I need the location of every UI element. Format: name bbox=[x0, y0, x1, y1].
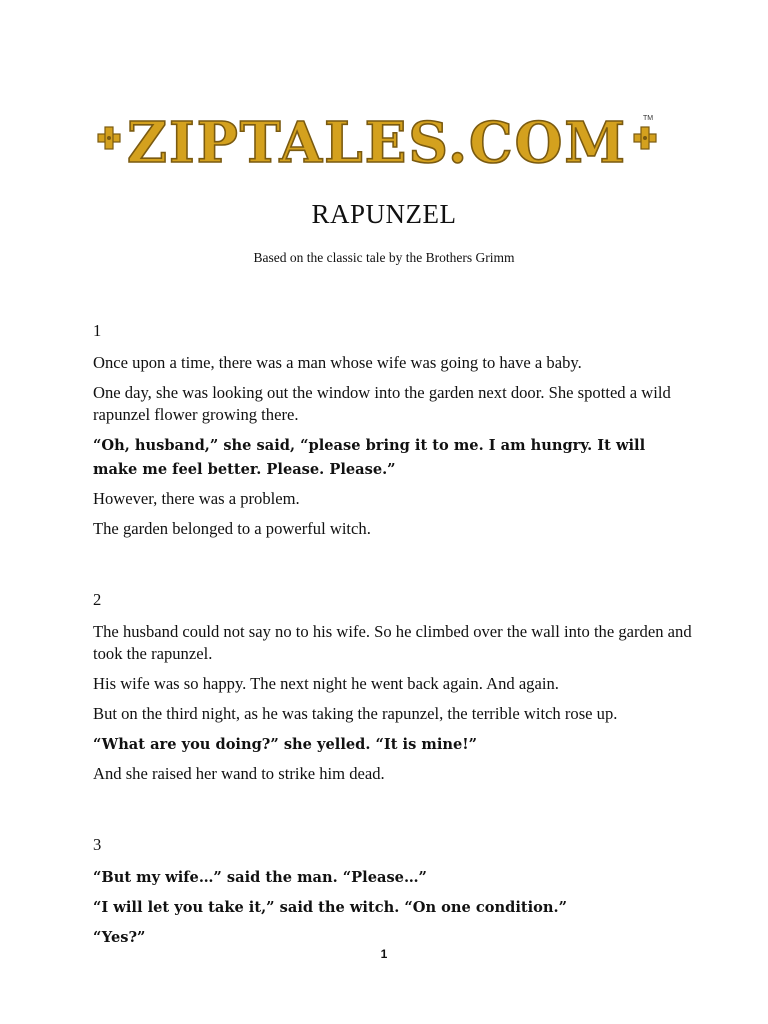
dialogue-paragraph: “Oh, husband,” she said, “please bring it to me. I am hungry. It will make me feel better. Please. Please.” bbox=[93, 437, 646, 478]
story-subtitle: Based on the classic tale by the Brothers Grimm bbox=[253, 250, 515, 265]
left-ornament-icon bbox=[98, 127, 120, 149]
narration-paragraph: The husband could not say no to his wife. So he climbed over the wall into the garden and took the rapunzel. bbox=[93, 622, 692, 663]
dialogue-paragraph: “But my wife…” said the man. “Please…” bbox=[93, 869, 427, 886]
page-number: 1 bbox=[380, 947, 388, 961]
story-section bbox=[93, 589, 693, 785]
right-ornament-icon bbox=[634, 127, 656, 149]
story-section bbox=[93, 320, 693, 540]
narration-paragraph: But on the third night, as he was taking the rapunzel, the terrible witch rose up. bbox=[93, 704, 618, 723]
dialogue-paragraph: “I will let you take it,” said the witch. “On one condition.” bbox=[93, 899, 567, 916]
section-gap bbox=[93, 793, 693, 828]
ziptales-logo bbox=[96, 108, 658, 174]
dialogue-paragraph: “Yes?” bbox=[93, 929, 146, 946]
section-number: 2 bbox=[93, 590, 102, 609]
narration-paragraph: And she raised her wand to strike him dead. bbox=[93, 764, 385, 783]
section-number: 3 bbox=[93, 835, 102, 854]
story-title: RAPUNZEL bbox=[311, 199, 457, 229]
trademark-mark: TM bbox=[642, 115, 654, 122]
narration-paragraph: The garden belonged to a powerful witch. bbox=[93, 519, 371, 538]
section-gap bbox=[93, 548, 693, 583]
narration-paragraph: One day, she was looking out the window into the garden next door. She spotted a wild rapunzel flower growing there. bbox=[93, 383, 671, 424]
story-body bbox=[93, 314, 693, 956]
dialogue-paragraph: “What are you doing?” she yelled. “It is mine!” bbox=[93, 736, 478, 753]
narration-paragraph: Once upon a time, there was a man whose wife was going to have a baby. bbox=[93, 353, 582, 372]
narration-paragraph: His wife was so happy. The next night he went back again. And again. bbox=[93, 674, 559, 693]
narration-paragraph: However, there was a problem. bbox=[93, 489, 300, 508]
story-section bbox=[93, 834, 693, 950]
logo-text: ZIPTALES.COM bbox=[127, 110, 627, 174]
section-number: 1 bbox=[93, 321, 102, 340]
